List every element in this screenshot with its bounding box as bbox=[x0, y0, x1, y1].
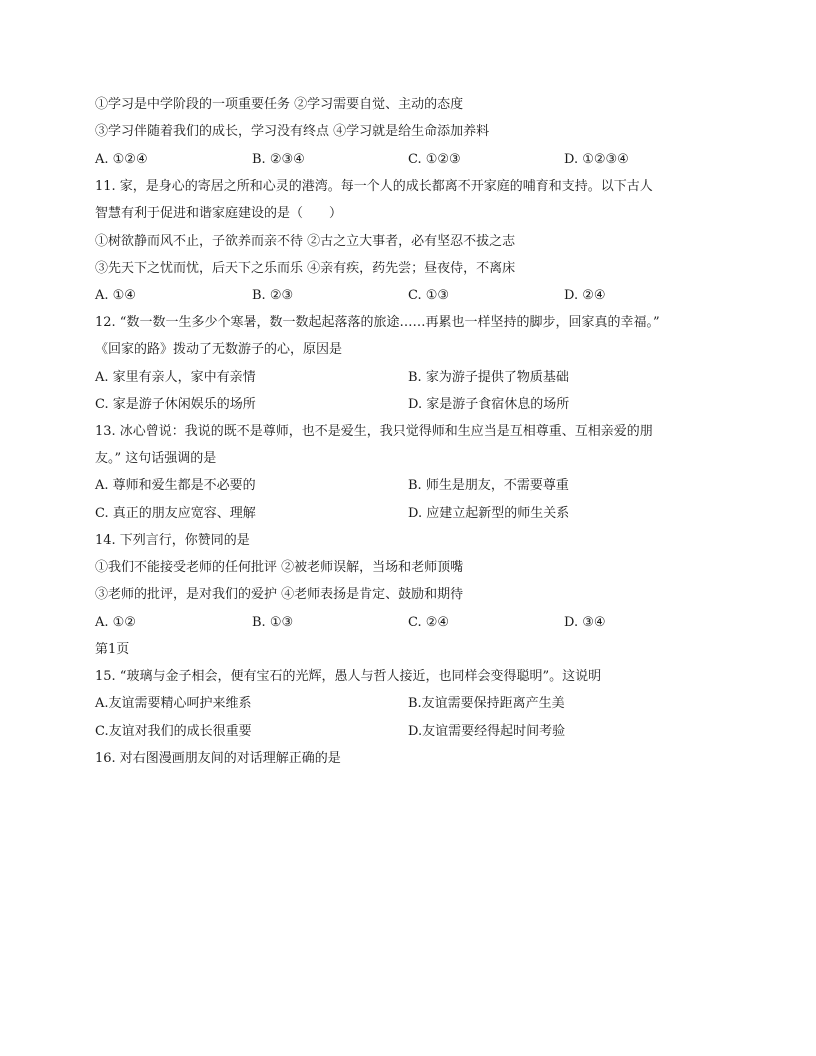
q16-stem: 16. 对右图漫画朋友间的对话理解正确的是 bbox=[95, 751, 341, 766]
q12-option-d: D. 家是游子食宿休息的场所 bbox=[408, 397, 570, 412]
q15-options-row-2 bbox=[95, 723, 735, 741]
page-number-label: 第1页 bbox=[95, 642, 130, 657]
q14-options bbox=[95, 614, 735, 632]
q12-options-row-2 bbox=[95, 396, 735, 414]
q14-option-c: C. ②④ bbox=[408, 615, 450, 630]
q11-option-b: B. ②③ bbox=[252, 288, 294, 303]
q13-option-c: C. 真正的朋友应宽容、理解 bbox=[95, 506, 256, 521]
q14-stem: 14. 下列言行，你赞同的是 bbox=[95, 533, 250, 548]
q14-statement-line-1: ①我们不能接受老师的任何批评 ②被老师误解，当场和老师顶嘴 bbox=[95, 560, 464, 575]
q15-options-row-1 bbox=[95, 695, 735, 713]
q11-stem-line-1: 11. 家，是身心的寄居之所和心灵的港湾。每一个人的成长都离不开家庭的哺育和支持。以下古人 bbox=[95, 179, 653, 194]
q10-statement-line-2: ③学习伴随着我们的成长，学习没有终点 ④学习就是给生命添加养料 bbox=[95, 124, 490, 139]
q13-option-b: B. 师生是朋友，不需要尊重 bbox=[408, 478, 569, 493]
q13-option-d: D. 应建立起新型的师生关系 bbox=[408, 506, 570, 521]
q12-option-c: C. 家是游子休闲娱乐的场所 bbox=[95, 397, 256, 412]
q14-option-a: A. ①② bbox=[95, 615, 136, 630]
q12-option-a: A. 家里有亲人，家中有亲情 bbox=[95, 370, 256, 385]
q11-options bbox=[95, 287, 735, 305]
q15-option-b: B.友谊需要保持距离产生美 bbox=[408, 696, 565, 711]
q11-statement-line-1: ①树欲静而风不止，子欲养而亲不待 ②古之立大事者，必有坚忍不拔之志 bbox=[95, 234, 516, 249]
q11-statement-line-2: ③先天下之忧而忧，后天下之乐而乐 ④亲有疾，药先尝；昼夜侍，不离床 bbox=[95, 261, 516, 276]
q12-stem-line-1: 12. “数一数一生多少个寒暑，数一数起起落落的旅途……再累也一样坚持的脚步，回家真的幸福。” bbox=[95, 315, 660, 330]
q12-options-row-1 bbox=[95, 369, 735, 387]
q10-option-d: D. ①②③④ bbox=[564, 152, 629, 167]
q13-options-row-1 bbox=[95, 477, 735, 495]
q12-option-b: B. 家为游子提供了物质基础 bbox=[408, 370, 569, 385]
q10-options bbox=[95, 151, 735, 169]
q11-stem-line-2: 智慧有利于促进和谐家庭建设的是（ ） bbox=[95, 206, 343, 221]
q14-option-d: D. ③④ bbox=[564, 615, 606, 630]
q14-option-b: B. ①③ bbox=[252, 615, 294, 630]
q15-stem: 15. “玻璃与金子相会，便有宝石的光辉，愚人与哲人接近，也同样会变得聪明”。这说明 bbox=[95, 669, 602, 684]
q10-option-b: B. ②③④ bbox=[252, 152, 305, 167]
q11-option-d: D. ②④ bbox=[564, 288, 606, 303]
q13-stem-line-2: 友。” 这句话强调的是 bbox=[95, 451, 217, 466]
q10-option-c: C. ①②③ bbox=[408, 152, 461, 167]
q10-option-a: A. ①②④ bbox=[95, 152, 148, 167]
q15-option-c: C.友谊对我们的成长很重要 bbox=[95, 724, 252, 739]
q12-stem-line-2: 《回家的路》拨动了无数游子的心，原因是 bbox=[95, 342, 343, 357]
q13-options-row-2 bbox=[95, 505, 735, 523]
q13-option-a: A. 尊师和爱生都是不必要的 bbox=[95, 478, 256, 493]
q15-option-a: A.友谊需要精心呵护来维系 bbox=[95, 696, 252, 711]
q14-statement-line-2: ③老师的批评，是对我们的爱护 ④老师表扬是肯定、鼓励和期待 bbox=[95, 587, 464, 602]
q15-option-d: D.友谊需要经得起时间考验 bbox=[408, 724, 566, 739]
q13-stem-line-1: 13. 冰心曾说：我说的既不是尊师，也不是爱生，我只觉得师和生应当是互相尊重、互相亲爱的朋 bbox=[95, 424, 653, 439]
q11-option-a: A. ①④ bbox=[95, 288, 136, 303]
q11-option-c: C. ①③ bbox=[408, 288, 450, 303]
q10-statement-line-1: ①学习是中学阶段的一项重要任务 ②学习需要自觉、主动的态度 bbox=[95, 97, 464, 112]
